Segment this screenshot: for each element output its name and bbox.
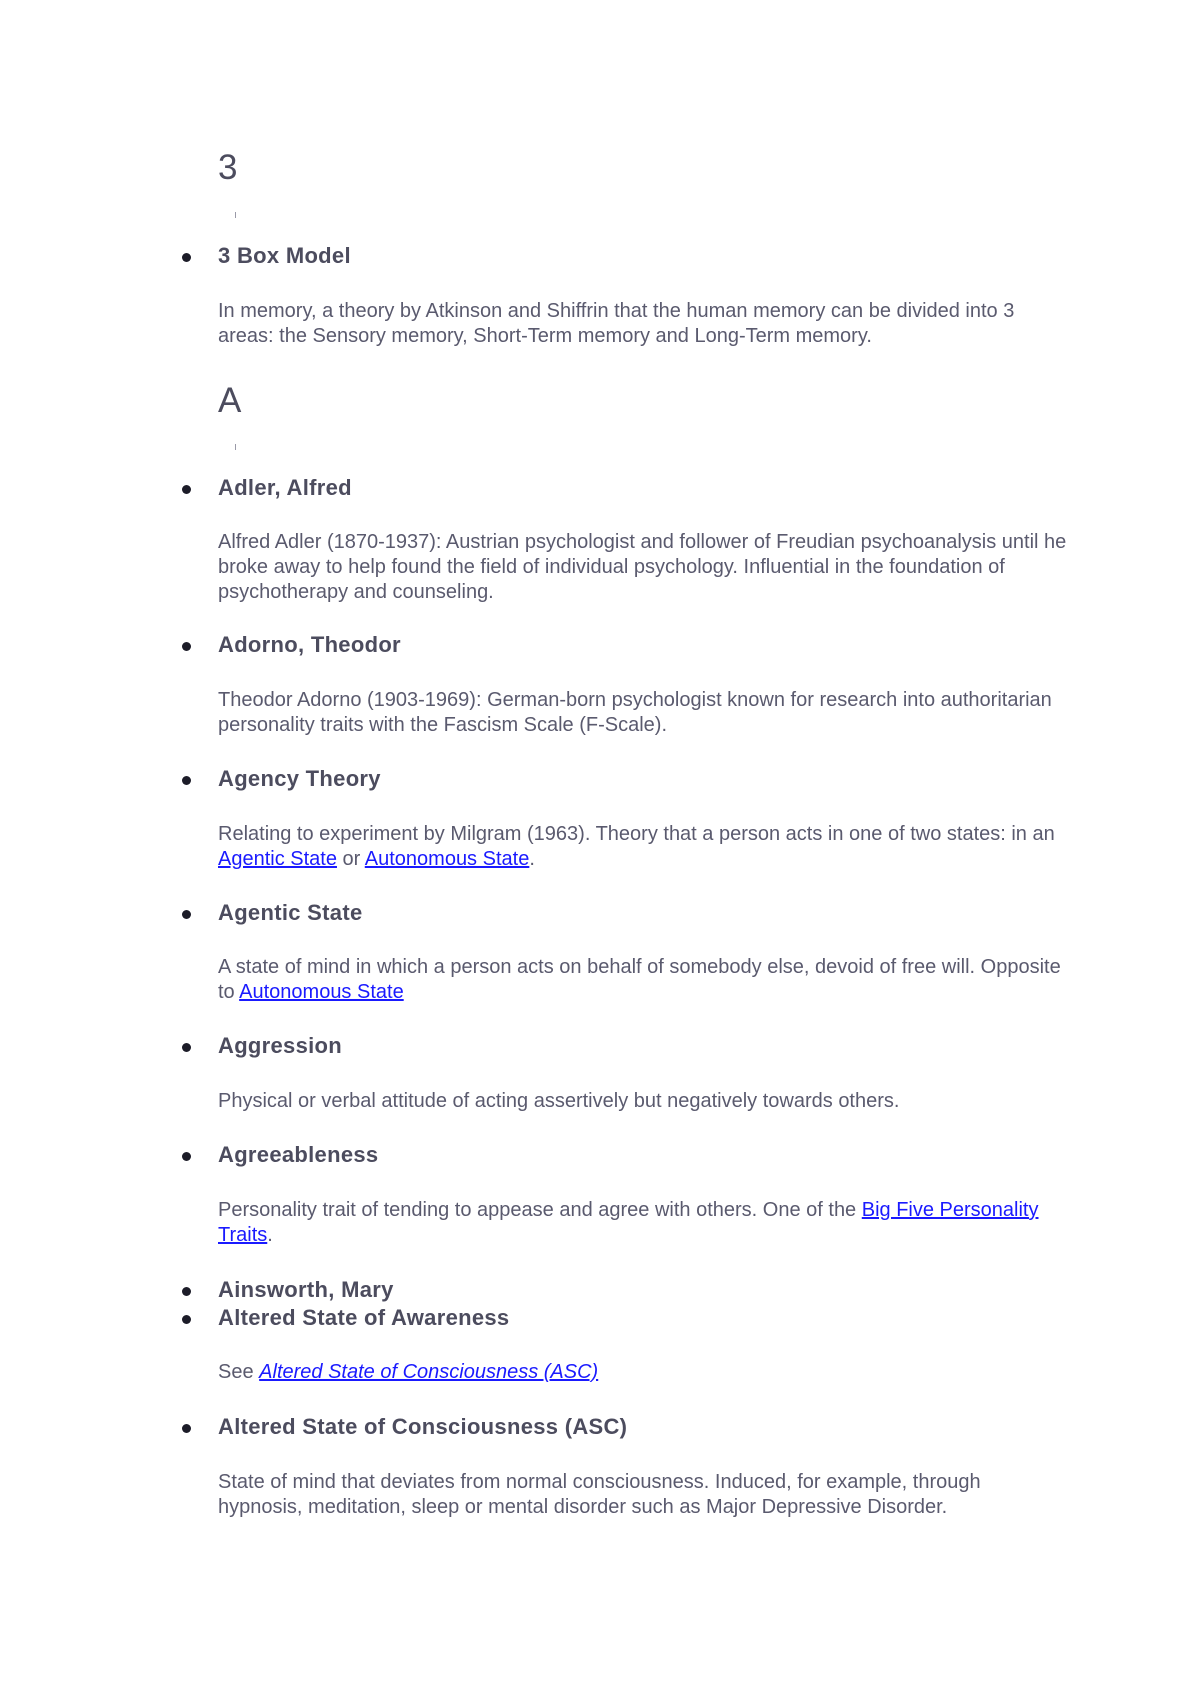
entry-term: 3 Box Model <box>218 243 351 268</box>
bullet-icon <box>182 1152 191 1161</box>
definition-text: See <box>218 1361 260 1383</box>
bullet-icon <box>182 1287 191 1296</box>
definition-text: . <box>529 848 535 870</box>
section-heading-a: A <box>218 381 242 420</box>
entry-term: Agentic State <box>218 900 363 925</box>
definition-text: Relating to experiment by Milgram (1963). Theory that a person acts in one of two states: in an <box>218 823 1055 845</box>
entry-definition: Physical or verbal attitude of acting assertively but negatively towards others. <box>218 1090 900 1112</box>
link-altered-state-of-consciousness[interactable]: Altered State of Consciousness (ASC) <box>259 1361 599 1383</box>
entry-definition <box>218 1198 1068 1248</box>
entry-term: Aggression <box>218 1033 343 1058</box>
entry-definition: State of mind that deviates from normal consciousness. Induced, for example, through hypnosis, meditation, sleep or mental disorder such as Major Depressive Disorder. <box>218 1471 981 1518</box>
anchor-marker <box>235 212 236 218</box>
entry-term: Agency Theory <box>218 766 381 791</box>
definition-text: Personality trait of tending to appease and agree with others. One of the <box>218 1199 862 1221</box>
definition-text: A state of mind in which a person acts on behalf of somebody else, devoid of free will. Opposite to <box>218 956 1061 1003</box>
bullet-icon <box>182 253 191 262</box>
bullet-icon <box>182 776 191 785</box>
entry-definition <box>218 955 1068 1005</box>
entry-definition <box>218 822 1068 872</box>
entry-definition: Alfred Adler (1870-1937): Austrian psychologist and follower of Freudian psychoanalysis until he broke away to help found the field of individual psychology. Influential in the foundation of psychotherapy and counseling. <box>218 531 1067 603</box>
bullet-icon <box>182 485 191 494</box>
definition-text: . <box>267 1224 273 1246</box>
bullet-icon <box>182 910 191 919</box>
link-autonomous-state[interactable]: Autonomous State <box>239 981 404 1003</box>
entry-term: Agreeableness <box>218 1142 379 1167</box>
bullet-icon <box>182 1315 191 1324</box>
entry-definition <box>218 1360 1068 1385</box>
link-big-five-personality-traits[interactable]: Big Five Personality Traits <box>218 1199 1039 1246</box>
bullet-icon <box>182 1043 191 1052</box>
entry-term: Adorno, Theodor <box>218 632 401 657</box>
link-autonomous-state[interactable]: Autonomous State <box>364 848 530 870</box>
link-agentic-state[interactable]: Agentic State <box>218 848 337 870</box>
entry-term: Adler, Alfred <box>218 475 352 500</box>
anchor-marker <box>235 444 236 450</box>
entry-term: Altered State of Awareness <box>218 1305 510 1330</box>
entry-definition: Theodor Adorno (1903-1969): German-born psychologist known for research into authoritarian personality traits with the Fascism Scale (F-Scale). <box>218 689 1052 736</box>
entry-term: Altered State of Consciousness (ASC) <box>218 1414 628 1439</box>
bullet-icon <box>182 642 191 651</box>
definition-text: or <box>336 848 365 870</box>
section-heading-3: 3 <box>218 148 238 187</box>
bullet-icon <box>182 1424 191 1433</box>
entry-definition: In memory, a theory by Atkinson and Shiffrin that the human memory can be divided into 3 areas: the Sensory memory, Short-Term memory and Long-Term memory. <box>218 300 1015 347</box>
entry-term: Ainsworth, Mary <box>218 1277 394 1302</box>
